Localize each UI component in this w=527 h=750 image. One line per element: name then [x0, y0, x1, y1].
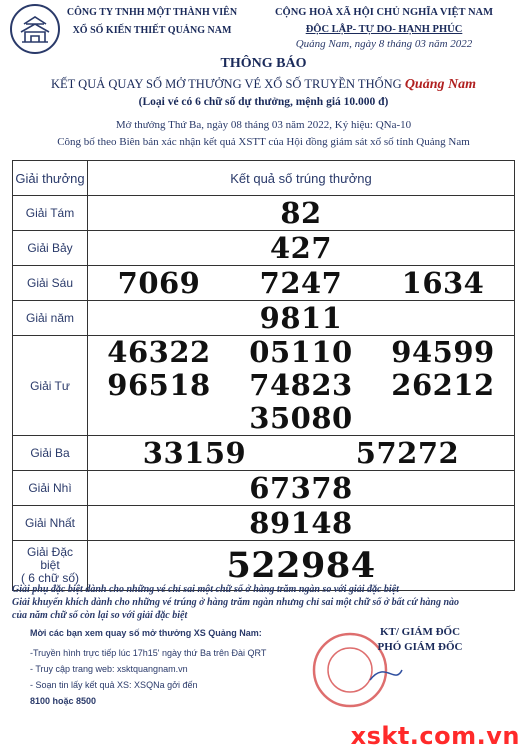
tv-info: -Truyền hình trực tiếp lúc 17h15' ngày thứ Ba trên Đài QRT [30, 648, 267, 658]
prize-number: 35080 [249, 401, 353, 435]
web-info: - Truy cập trang web: xsktquangnam.vn [30, 664, 188, 674]
draw-info: Mở thưởng Thứ Ba, ngày 08 tháng 03 năm 2022, Ký hiệu: QNa-10 [115, 119, 412, 131]
prize-label: Giải Nhì [13, 471, 88, 506]
watch-invite: Mời các bạn xem quay số mở thưởng XS Quảng Nam: [30, 628, 262, 638]
prize-row-g6 [13, 266, 515, 301]
results-table [12, 160, 515, 591]
signature-title1: KT/ GIÁM ĐỐC [379, 626, 461, 638]
prize-column-header: Giải thưởng [13, 161, 88, 196]
prize-label: Giải Ba [13, 436, 88, 471]
prize-number: 46322 [107, 335, 211, 369]
note-consolation: Giải khuyến khích dành cho những vé trúng ở hàng trăm ngàn nhưng chỉ sai một chữ số ở bất cứ hàng nào [12, 597, 460, 608]
prize-number: 26212 [391, 368, 495, 402]
prize-numbers [88, 336, 515, 436]
special-label-line1: Giải Đặc [26, 545, 73, 559]
prize-number: 67378 [88, 471, 515, 506]
document-date: Quảng Nam, ngày 8 tháng 03 năm 2022 [295, 38, 473, 50]
prize-label [13, 541, 88, 591]
prize-number: 05110 [249, 335, 353, 369]
prize-numbers [88, 436, 515, 471]
prize-label: Giải Tám [13, 196, 88, 231]
prize-number: 74823 [249, 368, 353, 402]
prize-number: 94599 [391, 335, 495, 369]
prize-number: 7069 [117, 266, 201, 300]
prize-label: Giải Nhất [13, 506, 88, 541]
prize-number: 89148 [88, 506, 515, 541]
special-prize-number: 522984 [88, 541, 515, 591]
document-title: THÔNG BÁO [220, 56, 307, 71]
country-header [244, 4, 524, 38]
note-special-sub: Giải phụ đặc biệt dành cho những vé chỉ sai một chữ số ở hàng trăm ngàn so với giải đặc biệt [12, 584, 399, 595]
prize-row-g2 [13, 471, 515, 506]
prize-row-g4 [13, 336, 515, 436]
prize-number: 7247 [259, 266, 343, 300]
prize-number: 1634 [401, 266, 485, 300]
prize-label: Giải Bảy [13, 231, 88, 266]
subtitle-text: KẾT QUẢ QUAY SỐ MỞ THƯỞNG VÉ XỔ SỐ TRUYỀN THỐNG [50, 77, 402, 91]
prize-number: 57272 [355, 436, 460, 470]
sms-info: - Soạn tin lấy kết quả XS: XSQNa gởi đến [30, 680, 198, 690]
prize-number: 82 [88, 196, 515, 231]
prize-row-special [13, 541, 515, 591]
country-name: CỘNG HOÀ XÃ HỘI CHỦ NGHĨA VIỆT NAM [274, 7, 494, 18]
ticket-info: (Loại vé có 6 chữ số dự thưởng, mệnh giá 10.000 đ) [138, 96, 389, 108]
signature-block [330, 625, 510, 655]
prize-label: Giải Sáu [13, 266, 88, 301]
document-subtitle [0, 77, 527, 93]
note-consolation-cont: của năm chữ số còn lại so với giải đặc biệt [12, 610, 188, 621]
pagoda-icon [18, 12, 52, 46]
company-logo [10, 4, 60, 54]
prize-row-g7 [13, 231, 515, 266]
prize-number: 427 [88, 231, 515, 266]
sms-numbers: 8100 hoặc 8500 [30, 696, 97, 706]
special-label-line2: biệt [40, 558, 60, 572]
subtitle-place: Quảng Nam [404, 77, 476, 92]
prize-row-g3 [13, 436, 515, 471]
company-name-line1: CÔNG TY TNHH MỘT THÀNH VIÊN [66, 7, 238, 18]
prize-number: 96518 [107, 368, 211, 402]
result-column-header: Kết quả số trúng thưởng [88, 161, 515, 196]
brand-watermark[interactable]: xskt.com.vn [350, 722, 520, 750]
prize-number: 9811 [88, 301, 515, 336]
company-header [62, 4, 242, 40]
country-motto: ĐỘC LẬP- TỰ DO- HẠNH PHÚC [305, 24, 463, 35]
prize-label: Giải năm [13, 301, 88, 336]
prize-row-g1 [13, 506, 515, 541]
special-label-line3: ( 6 chữ số) [20, 571, 80, 585]
company-name-line2: XỔ SỐ KIẾN THIẾT QUẢNG NAM [72, 25, 232, 36]
prize-number: 33159 [142, 436, 247, 470]
prize-row-g8 [13, 196, 515, 231]
publish-info: Công bố theo Biên bản xác nhận kết quả XSTT của Hội đồng giám sát xổ số tỉnh Quảng Nam [57, 136, 470, 148]
prize-numbers [88, 266, 515, 301]
prize-label: Giải Tư [13, 336, 88, 436]
signature-title2: PHÓ GIÁM ĐỐC [377, 641, 463, 653]
prize-row-g5 [13, 301, 515, 336]
table-header-row [13, 161, 515, 196]
